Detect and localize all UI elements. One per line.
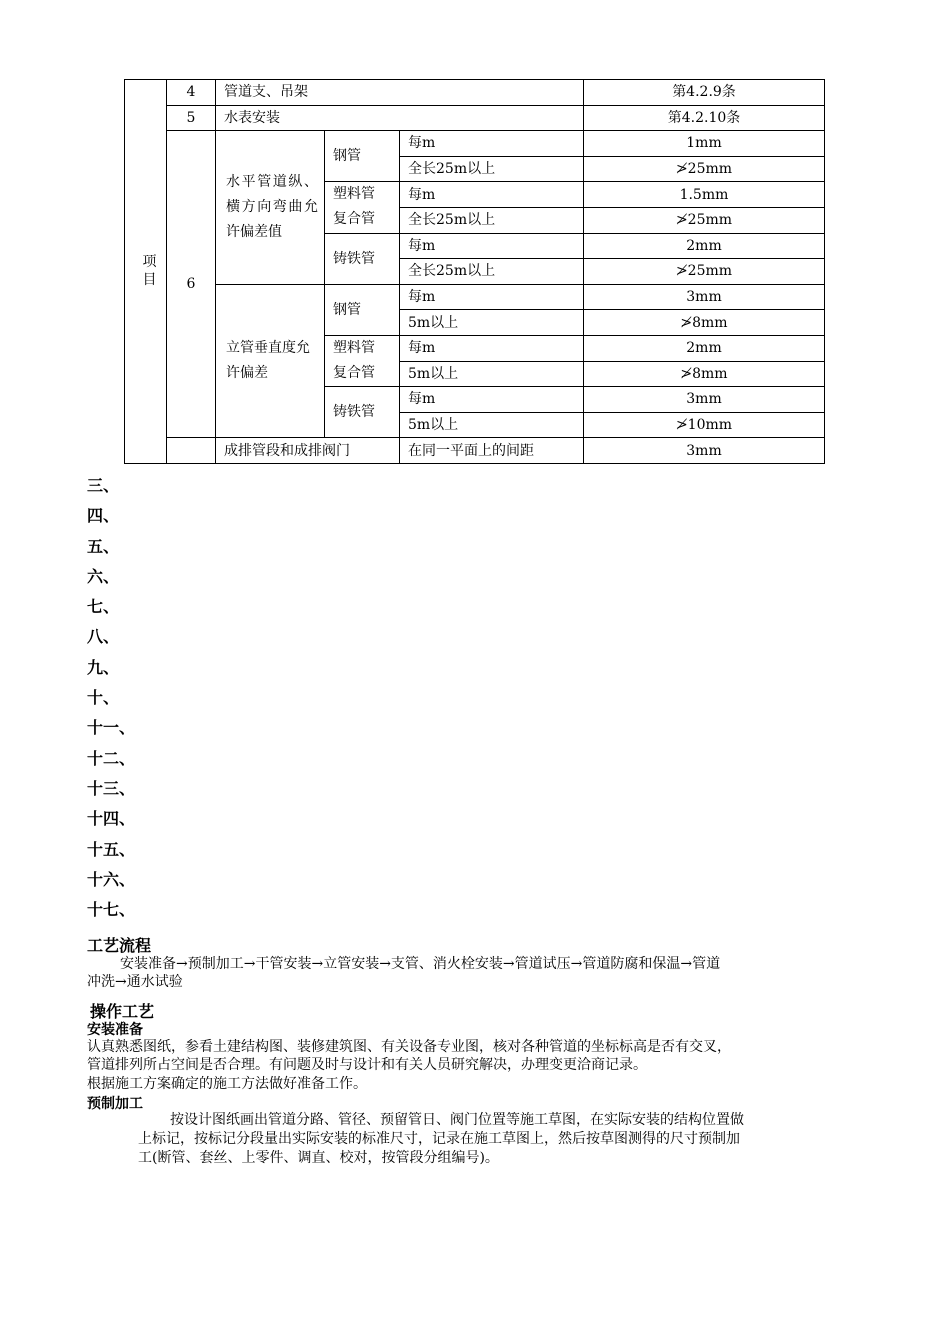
prefab-paragraph-line: 上标记，按标记分段量出实际安装的标准尺寸，记录在施工草图上，然后按草图测得的尺寸预制加	[138, 1131, 740, 1147]
prefab-title: 预制加工	[87, 1096, 143, 1112]
row-number: 4	[167, 80, 216, 106]
section-heading: 八、	[87, 627, 120, 647]
pipe-type-steel: 钢管	[325, 284, 400, 335]
scope-cell: 每m	[400, 131, 584, 157]
value-cell: ≯8mm	[584, 361, 825, 387]
table-row	[125, 105, 825, 131]
section-heading: 七、	[87, 597, 120, 617]
value-cell: 2mm	[584, 233, 825, 259]
item-name: 成排管段和成排阀门	[216, 438, 400, 464]
prep-paragraph-line: 认真熟悉图纸，参看土建结构图、装修建筑图、有关设备专业图，核对各种管道的坐标标高是否有交叉，	[87, 1039, 731, 1055]
section-heading: 九、	[87, 657, 120, 677]
value-cell: ≯25mm	[584, 259, 825, 285]
spec-table	[124, 79, 825, 464]
vertical-deviation-label: 立管垂直度允许偏差	[216, 284, 325, 438]
row-number	[167, 438, 216, 464]
item-value: 第4.2.10条	[584, 105, 825, 131]
value-cell: 1.5mm	[584, 182, 825, 208]
item-name: 管道支、吊架	[216, 80, 584, 106]
pipe-type-plastic: 塑料管 复合管	[325, 182, 400, 233]
value-cell: ≯25mm	[584, 207, 825, 233]
item-name: 水表安装	[216, 105, 584, 131]
prep-paragraph-line: 管道排列所占空间是否合理。有问题及时与设计和有关人员研究解决，办理变更洽商记录。	[87, 1057, 647, 1073]
process-line-2: 冲洗→通水试验	[87, 974, 183, 990]
scope-cell: 5m以上	[400, 361, 584, 387]
section-heading: 十、	[87, 688, 120, 708]
section-heading: 十七、	[87, 900, 136, 920]
row-number: 6	[167, 131, 216, 438]
item-value: 第4.2.9条	[584, 80, 825, 106]
group-label: 项 目	[142, 254, 157, 289]
prep-title: 安装准备	[87, 1022, 143, 1038]
section-heading: 十六、	[87, 869, 136, 889]
scope-cell: 5m以上	[400, 310, 584, 336]
value-cell: 3mm	[584, 284, 825, 310]
section-headings	[87, 474, 135, 928]
table-row	[125, 131, 825, 157]
value-cell: ≯25mm	[584, 156, 825, 182]
value-cell: 1mm	[584, 131, 825, 157]
section-heading: 五、	[87, 536, 120, 556]
value-cell: 2mm	[584, 335, 825, 361]
section-heading: 十三、	[87, 778, 136, 798]
value-cell: 3mm	[584, 438, 825, 464]
table-row	[125, 284, 825, 310]
scope-cell: 每m	[400, 335, 584, 361]
scope-cell: 全长25m以上	[400, 156, 584, 182]
pipe-type-steel: 钢管	[325, 131, 400, 182]
scope-cell: 每m	[400, 233, 584, 259]
process-line-1: 安装准备→预制加工→干管安装→立管安装→支管、消火栓安装→管道试压→管道防腐和保温→管道	[120, 956, 721, 972]
table-row	[125, 80, 825, 106]
value-cell: 3mm	[584, 387, 825, 413]
process-title: 工艺流程	[87, 936, 152, 955]
scope-cell: 每m	[400, 387, 584, 413]
value-cell: ≯10mm	[584, 412, 825, 438]
prefab-paragraph-line: 按设计图纸画出管道分路、管径、预留管日、阀门位置等施工草图，在实际安装的结构位置做	[170, 1112, 744, 1128]
row-number: 5	[167, 105, 216, 131]
section-heading: 十二、	[87, 748, 136, 768]
prep-paragraph-line: 根据施工方案确定的施工方法做好准备工作。	[87, 1076, 367, 1092]
section-heading: 六、	[87, 566, 120, 586]
scope-cell: 全长25m以上	[400, 207, 584, 233]
section-heading: 十四、	[87, 809, 136, 829]
scope-cell: 每m	[400, 182, 584, 208]
operation-title: 操作工艺	[90, 1002, 155, 1021]
section-heading: 四、	[87, 506, 120, 526]
scope-cell: 每m	[400, 284, 584, 310]
pipe-type-cast-iron: 铸铁管	[325, 233, 400, 284]
section-heading: 十一、	[87, 718, 136, 738]
table-row	[125, 438, 825, 464]
pipe-type-plastic: 塑料管 复合管	[325, 335, 400, 386]
horizontal-deviation-label: 水平管道纵、横方向弯曲允许偏差值	[216, 131, 325, 285]
scope-cell: 全长25m以上	[400, 259, 584, 285]
group-label-cell	[125, 80, 167, 464]
scope-cell: 5m以上	[400, 412, 584, 438]
value-cell: ≯8mm	[584, 310, 825, 336]
pipe-type-cast-iron: 铸铁管	[325, 387, 400, 438]
scope-cell: 在同一平面上的间距	[400, 438, 584, 464]
section-heading: 十五、	[87, 839, 136, 859]
prefab-paragraph-line: 工(断管、套丝、上零件、调直、校对，按管段分组编号)。	[138, 1150, 499, 1166]
section-heading: 三、	[87, 476, 120, 495]
